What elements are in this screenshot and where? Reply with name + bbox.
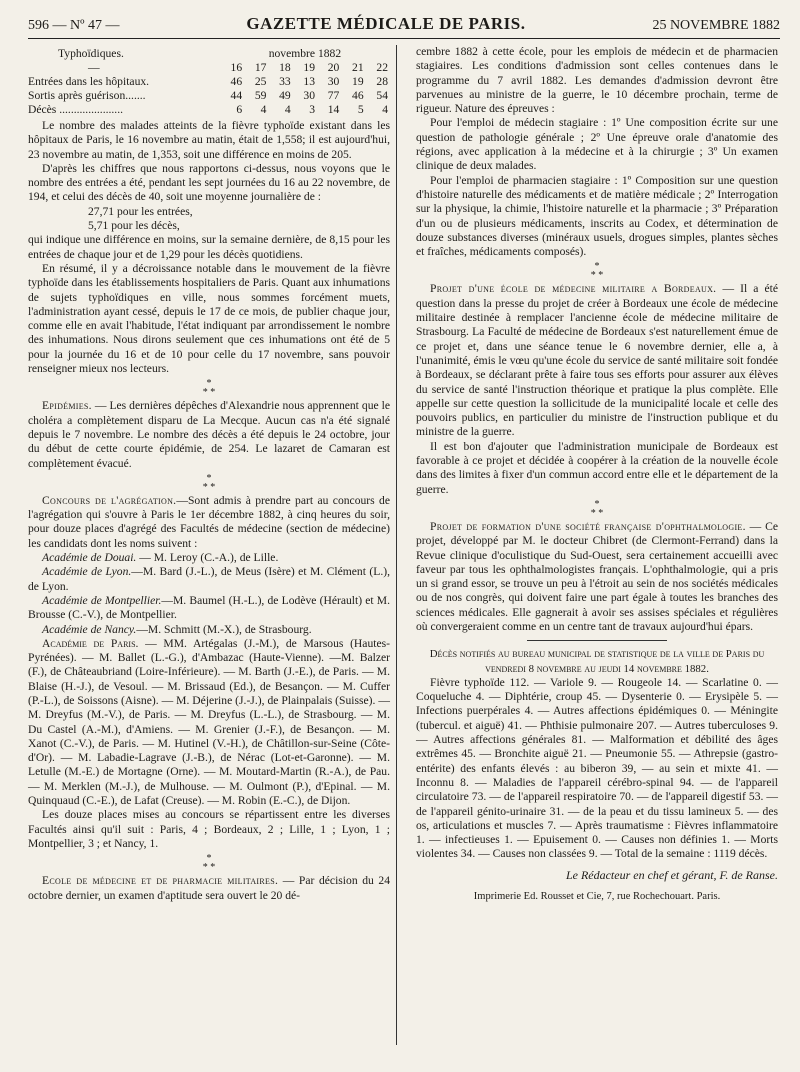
academie-nancy-label: Académie de Nancy.	[42, 622, 137, 636]
bordeaux-paragraph-2: Il est bon d'ajouter que l'administration municipale de Bordeaux est favorable à ce projet et décidée à coopérer à la création de la nouvelle école dans des limites à fixer d'un commun accord entre elle et le département de la guerre.	[416, 439, 778, 496]
section-asterism: * * *	[202, 472, 216, 493]
day-cell: 22	[376, 61, 388, 74]
section-asterism: * * *	[590, 261, 604, 282]
ecole-continued: cembre 1882 à cette école, pour les emplois de médecin et de pharmacien stagiaires. Les conditions d'admission sont celles contenues dans le programme du 7 avril 1882. Les demandes d'admission devront être parvenues au ministre de la guerre, le 10 décembre prochain, terme de rigueur. Nature des épreuves :	[416, 45, 778, 116]
day-cell: 17	[254, 61, 267, 74]
ophthalmologie-heading: Projet de formation d'une société française d'ophthalmologie.	[430, 519, 746, 533]
academie-lyon-text: —M. Bard (J.-L.), de Meus (Isère) et M. Clément (L.), de Lyon.	[28, 565, 390, 593]
right-column	[402, 45, 778, 1045]
section-asterism: * * *	[590, 498, 604, 519]
concours-heading: Concours de l'agrégation.	[42, 493, 177, 507]
epidemies-paragraph	[28, 399, 390, 470]
day-cell: 21	[352, 61, 364, 74]
ophthalmologie-paragraph	[416, 520, 778, 634]
newspaper-page	[28, 14, 780, 1064]
bordeaux-paragraph	[416, 282, 778, 439]
left-column	[28, 45, 402, 1045]
table-cell: 49	[279, 89, 291, 102]
table-cell: 30	[327, 75, 340, 88]
academie-douai-label: Académie de Douai.	[42, 551, 137, 565]
table-title: Typhoïdiques.	[58, 47, 124, 60]
table-cell: 46	[230, 75, 243, 88]
table-cell: 13	[303, 75, 316, 88]
academie-nancy-text: —M. Schmitt (M.-X.), de Strasbourg.	[136, 622, 312, 636]
academie-montpellier-text: —M. Baumel (H.-L.), de Lodève (Hérault) et M. Brousse (C.-V.), de Montpellier.	[28, 593, 391, 622]
table-cell: 14	[327, 103, 340, 116]
deces-paragraph: Fièvre typhoïde 112. — Variole 9. — Rougeole 14. — Scarlatine 0. — Coqueluche 4. — Diphtérie, croup 45. — Dysenterie 0. — Erysipèle 5. — Infections puerpérales 4. — Autres affections épidémiques 0. — Méningite (tubercul. et aiguë) 41. — Phthisie pulmonaire 207. — Autres tuberculoses 9. — Autres affections générales 81. — Malformation et débilité des âges extrêmes 45. — Bronchite aiguë 21. — Pneumonie 55. — Athrepsie (gastro-entérite) des enfants élevés : au biberon 39, — au sein et mixte 41. — Inconnu 8. — Maladies de l'appareil cérébro-spinal 94. — de l'appareil circulatoire 73. — de l'appareil respiratoire 70. — de l'appareil digestif 53. — de l'appareil génito-urinaire 31. — de la peau et du tissu lamineux 5. — des os, articulations et muscles 7. — Après traumatisme : Fièvres inflammatoire 1. — infectieuses 1. — Epuisement 0. — Causes non définies 1. — Morts violentes 34. — Causes non classées 9. — Total de la semaine : 1119 décès.	[416, 675, 778, 861]
medecin-stagiaire: Pour l'emploi de médecin stagiaire : 1º Une composition écrite sur une question de pathologie générale ; 2º Une épreuve orale d'anatomie des régions, avec application à la médecine et à la chirurgie ; 3º Un examen clinique de deux malades.	[416, 116, 778, 173]
day-cell: 20	[327, 61, 340, 74]
day-cell: 18	[279, 61, 291, 74]
academie-douai	[28, 551, 390, 565]
table-header-row	[28, 47, 390, 61]
printer-imprint: Imprimerie Ed. Rousset et Cie, 7, rue Rochechouart. Paris.	[473, 891, 721, 903]
places-paragraph: Les douze places mises au concours se répartissent entre les diverses Facultés ainsi qu'il suit : Paris, 4 ; Bordeaux, 2 ; Lille, 1 ; Lyon, 1 ; Montpellier, 3 ; et Nancy, 1.	[28, 808, 390, 850]
typhoid-paragraph-1: Le nombre des malades atteints de la fièvre typhoïde existant dans les hôpitaux de Paris, le 16 novembre au matin, était de 1,558; il est aujourd'hui, 23 novembre au matin, de 1,353, soit une différence en moins de 205.	[28, 119, 390, 161]
deces-heading: Décès notifiés au bureau municipal de statistique de la ville de Paris du vendredi 8 novembre au jeudi 14 novembre 1882.	[429, 648, 765, 675]
table-cell: 4	[284, 103, 291, 116]
editor-signature: Le Rédacteur en chef et gérant, F. de Ranse.	[565, 867, 778, 882]
academie-paris	[28, 637, 390, 809]
table-cell: 77	[327, 89, 340, 102]
table-days-row	[28, 61, 390, 75]
bordeaux-text: — Il a été question dans la presse du projet de créer à Bordeaux une école de médecine militaire destinée à remplacer l'ancienne école de médecine militaire de Strasbourg. La Faculté de médecine de Bordeaux s'est naturellement émue de ce projet et, dans une séance tenue le 6 novembre dernier, elle a, à l'unanimité, émis le vœu qu'une école du service de santé militaire soit fondée à Bordeaux, se déclarant prête à faire tous ses efforts pour assurer aux élèves du service de santé l'instruction théorique et pratique la plus complète. Elle appelle sur cette question la sollicitude de la municipalité locale et celle des pouvoirs publics, en particulier du ministre de l'instruction publique et du ministre de la guerre.	[416, 282, 778, 439]
gazette-title: GAZETTE MÉDICALE DE PARIS.	[246, 14, 526, 33]
ophthalmologie-text: — Ce projet, développé par M. le docteur Chibret (de Clermont-Ferrand) dans la Revue clinique d'oculistique du Sud-Ouest, sera certainement accueilli avec faveur par tous les ophthalmologistes français. L'ophthalmologie, qui a pris un si grand essor, se trouve un peu à l'étroit au sein de nos sociétés médicales ou de nos congrès, qui doivent faire une part égale à toutes les branches des sciences médicales. Elle gagnerait à avoir ses assises spéciales et régulières où convergeraient comme en un centre tant de travaux aujourd'hui épars.	[416, 519, 778, 633]
stat-deaths: 5,71 pour les décès,	[88, 219, 180, 233]
stat-entries: 27,71 pour les entrées,	[88, 204, 193, 218]
section-divider	[527, 640, 667, 641]
table-cell: 5	[357, 103, 364, 116]
column-rule	[396, 45, 397, 1045]
epidemies-heading: Epidémies.	[42, 399, 92, 413]
day-cell: 16	[230, 61, 243, 74]
table-cell: 44	[230, 89, 243, 102]
typhoid-paragraph-2: D'après les chiffres que nous rapportons ci-dessus, nous voyons que le nombre des entrées a été, pendant les sept journées du 16 au 22 novembre, de 194, et celui des décès de 40, soit une moyenne journalière de :	[28, 161, 390, 204]
table-cell: 4	[382, 103, 388, 116]
typhoid-paragraph-3: qui indique une différence en moins, sur la semaine dernière, de 8,15 pour les entrées de chaque jour et de 1,29 pour les décès quotidiens.	[28, 233, 390, 261]
ecole-text: — Par décision du 24 octobre dernier, un examen d'aptitude sera ouvert le 20 dé-	[28, 874, 390, 902]
table-row	[28, 89, 390, 103]
table-dash: —	[88, 61, 100, 74]
table-cell: 4	[260, 103, 267, 116]
epidemies-text: — Les dernières dépêches d'Alexandrie nous apprennent que le choléra a complètement disparu de La Mecque. Aucun cas n'a été signalé depuis le 7 novembre. Le nombre des décès a été depuis le 24 octobre, jour du début de cette courte épidémie, de 254. Le lazaret de Camaran est complètement évacué.	[28, 399, 390, 470]
table-cell: 6	[236, 103, 243, 116]
table-month: novembre 1882	[268, 47, 342, 60]
table-cell: 25	[254, 75, 267, 88]
pharmacien-stagiaire: Pour l'emploi de pharmacien stagiaire : 1º Composition sur une question d'histoire naturelle des médicaments et de matière médicale ; 2º Interrogation sur la physique, la chimie, l'histoire naturelle et la pharmacie ; 3º Préparation d'un ou de plusieurs médicaments, inscrits au Codex, et détermination de douze substances diverses (minéraux usuels, drogues simples, plantes sèches et fraîches, médicaments composés).	[416, 173, 778, 259]
concours-paragraph	[28, 494, 390, 551]
academie-lyon	[28, 565, 390, 594]
table-cell: 33	[279, 75, 291, 88]
section-asterism: * * *	[202, 378, 216, 399]
academie-nancy	[28, 623, 390, 637]
bordeaux-heading: Projet d'une école de médecine militaire a Bordeaux.	[430, 282, 717, 296]
row-label: Entrées dans les hôpitaux.	[28, 75, 150, 88]
typhoid-stats-table	[28, 47, 390, 117]
concours-text: —Sont admis à prendre part au concours de l'agrégation qui s'ouvre à Paris le 1er décembre 1882, à cinq heures du soir, pour douze places d'agrégé des Facultés de médecine (section de médecine) les candidats dont les noms suivent :	[28, 493, 390, 550]
table-cell: 28	[376, 75, 388, 88]
issue-date: 25 NOVEMBRE 1882	[652, 18, 780, 33]
academie-douai-text: — M. Leroy (C.-A.), de Lille.	[139, 551, 279, 565]
page-issue-number: 596 — Nº 47 —	[28, 18, 120, 33]
table-cell: 59	[254, 89, 267, 102]
table-row	[28, 75, 390, 89]
academie-paris-label: Académie de Paris.	[42, 636, 139, 650]
table-cell: 46	[352, 89, 364, 102]
table-cell: 19	[352, 75, 364, 88]
page-header	[28, 14, 780, 39]
table-cell: 30	[303, 89, 316, 102]
ecole-heading: Ecole de médecine et de pharmacie militaires.	[42, 874, 279, 888]
academie-montpellier-label: Académie de Montpellier.	[42, 593, 162, 607]
table-cell: 3	[309, 103, 316, 116]
two-column-body	[28, 45, 780, 1045]
ecole-paragraph	[28, 874, 390, 903]
academie-lyon-label: Académie de Lyon.	[42, 565, 132, 579]
table-cell: 54	[376, 89, 388, 102]
table-row	[28, 103, 390, 117]
academie-montpellier	[28, 594, 390, 623]
typhoid-paragraph-4: En résumé, il y a décroissance notable dans le mouvement de la fièvre typhoïde dans les établissements hospitaliers de Paris. Quant aux inhumations de sujets typhoïdiques en ville, nous sommes forcément muets, l'administration ayant cessé, depuis le 17 de ce mois, de publier chaque jour, comme elle en avait l'habitude, l'état indiquant par arrondissement le nombre des inhumations. Nous dirons seulement que ces inhumations ont été de 5 pour la journée du 16 et de 10 pour celle du 17 novembre, sans pouvoir renseigner mieux nos lecteurs.	[28, 261, 390, 376]
academie-paris-text: — MM. Artégalas (J.-M.), de Marsous (Hautes-Pyrénées). — M. Ballet (L.-G.), d'Ambazac (Haute-Vienne). —M. Balzer (F.), de Châteaubriand (Loire-Inférieure). — M. Barth (J.-E.), de Paris. — M. Blaise (H.-J.), de Vesoul. — M. Brissaud (Ed.), de Besançon. — M. Cuffer (P.-L.), de Soissons (Aisne). — M. Déjerine (J.-J.), de Plainpalais (Suisse). — M. Dreyfus (M.-V.), de Paris. — M. Dreyfus (L.-L.), de Strasbourg. — M. Du Castel (A.-M.), d'Amiens. — M. Grenier (J.-F.), de Besançon. — M. Xanot (C.-V.), de Paris. — M. Hutinel (V.-H.), de Châtillon-sur-Seine (Côte-d'Or). — M. Labadie-Lagrave (J.-B.), de Nérac (Lot-et-Garonne). — M. Letulle (M.-E.) de Mortagne (Orne). — M. Moutard-Martin (R.-A.), de Pau. — M. Merklen (M.-J.), de Mulhouse. — M. Oulmont (P.), d'Epinal. — M. Quinquaud (C.-E.), de Lafat (Creuse). — M. Robin (E.-C.), de Dijon.	[28, 636, 390, 808]
day-cell: 19	[303, 61, 316, 74]
row-label: Sortis après guérison.......	[28, 89, 146, 102]
row-label: Décès ......................	[28, 103, 123, 116]
section-asterism: * * *	[202, 853, 216, 874]
